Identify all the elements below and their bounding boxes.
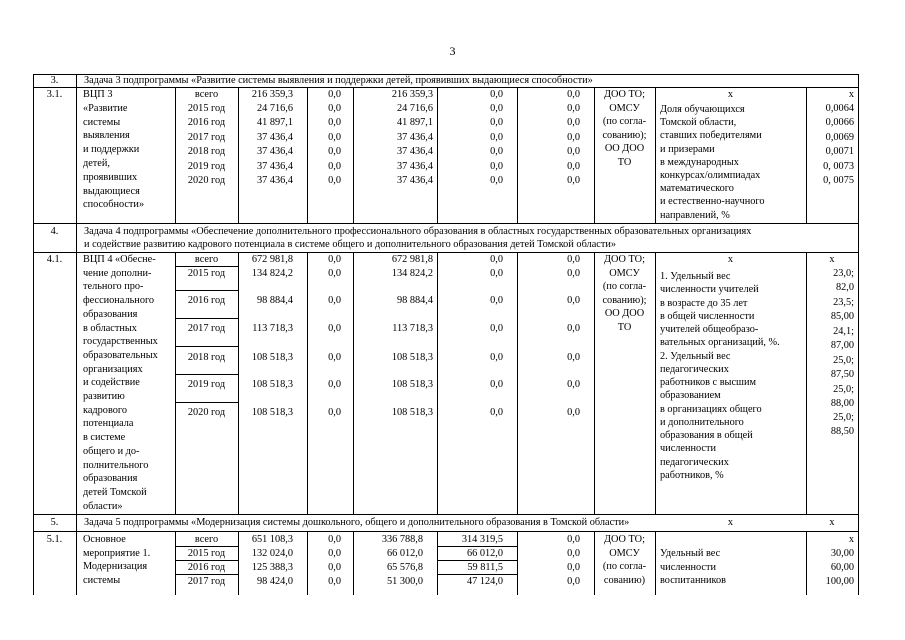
row-year: 2016 год	[187, 295, 226, 306]
row-local: 47 124,0	[466, 576, 503, 587]
row-total: 125 388,3	[251, 562, 293, 573]
row-other: 0,0	[567, 576, 580, 587]
row-regional: 108 518,3	[391, 407, 433, 418]
grid-line	[175, 374, 238, 375]
row-year: 2017 год	[187, 132, 226, 143]
row-indicator-value: 60,00	[830, 562, 854, 573]
row-regional: 37 436,4	[396, 132, 433, 143]
row-other: 0,0	[567, 117, 580, 128]
row-local: 0,0	[490, 161, 503, 172]
row-regional: 108 518,3	[391, 352, 433, 363]
row-regional: 66 012,0	[386, 548, 423, 559]
row-federal: 0,0	[328, 576, 341, 587]
indicator-value: 88,00	[830, 398, 854, 409]
row-total: 37 436,4	[256, 132, 293, 143]
executor: ДОО ТО; ОМСУ (по согла- сованию); ОО ДОО ТО	[602, 254, 647, 333]
row-indicator-value: 0,0066	[825, 117, 854, 128]
subtask-name: ВЦП 4 «Обесне- чение дополни- тельного про- фессионального образования в областных государственных образовательных организациях и содействие развитию кадрового потенциала в системе общего и до- полнительного образования детей Томской области»	[83, 254, 158, 512]
row-federal: 0,0	[328, 117, 341, 128]
indicator-value-header: х	[829, 517, 835, 528]
row-other: 0,0	[567, 268, 580, 279]
row-other: 0,0	[567, 379, 580, 390]
row-regional: 65 576,8	[386, 562, 423, 573]
row-regional: 51 300,0	[386, 576, 423, 587]
task-number: 5.	[50, 517, 59, 528]
indicator-header: х	[727, 517, 734, 528]
page-number: 3	[449, 44, 456, 58]
indicator-value-header: х	[829, 254, 835, 265]
row-federal: 0,0	[328, 254, 341, 265]
executor: ДОО ТО; ОМСУ (по согла- сованию)	[602, 534, 647, 586]
row-other: 0,0	[567, 146, 580, 157]
row-federal: 0,0	[328, 175, 341, 186]
row-year: 2019 год	[187, 161, 226, 172]
row-local: 0,0	[490, 407, 503, 418]
row-regional: 134 824,2	[391, 268, 433, 279]
row-other: 0,0	[567, 132, 580, 143]
grid-line	[33, 531, 858, 532]
subtask-number: 5.1.	[46, 534, 63, 545]
row-regional: 113 718,3	[392, 323, 433, 334]
row-other: 0,0	[567, 175, 580, 186]
row-indicator-value: 0,0071	[825, 146, 854, 157]
indicator-header: х	[727, 254, 734, 265]
task-number: 3.	[50, 75, 59, 86]
subtask-name: ВЦП 3 «Развитие системы выявления и поддержки детей, проявивших выдающиеся способности»	[83, 89, 145, 211]
indicator-value: 25,0;	[833, 384, 854, 395]
row-regional: 108 518,3	[391, 379, 433, 390]
row-regional: 98 884,4	[396, 295, 433, 306]
row-other: 0,0	[567, 548, 580, 559]
grid-line	[175, 346, 238, 347]
row-total: 41 897,1	[256, 117, 293, 128]
row-local: 0,0	[490, 379, 503, 390]
task-number: 4.	[50, 226, 59, 237]
row-total: 24 716,6	[256, 103, 293, 114]
row-total: 98 424,0	[256, 576, 293, 587]
row-total: 37 436,4	[256, 161, 293, 172]
grid-line	[175, 402, 238, 403]
row-regional: 37 436,4	[396, 161, 433, 172]
subtask-number: 3.1.	[46, 89, 63, 100]
row-local: 66 012,0	[466, 548, 503, 559]
row-local: 59 811,5	[467, 562, 503, 573]
grid-line	[76, 514, 77, 595]
indicator-text: Удельный вес численности воспитанников	[660, 548, 727, 586]
row-local: 0,0	[490, 89, 503, 100]
row-year: всего	[194, 534, 219, 545]
row-regional: 41 897,1	[396, 117, 433, 128]
indicator-value: 23,0;	[833, 268, 854, 279]
subtask-name: Основное мероприятие 1. Модернизация системы	[83, 534, 151, 586]
row-federal: 0,0	[328, 352, 341, 363]
indicator-value: 25,0;	[833, 355, 854, 366]
row-local: 0,0	[490, 254, 503, 265]
row-federal: 0,0	[328, 295, 341, 306]
grid-line	[858, 514, 859, 595]
row-other: 0,0	[567, 352, 580, 363]
row-regional: 37 436,4	[396, 175, 433, 186]
row-indicator-value: 30,00	[830, 548, 854, 559]
executor: ДОО ТО; ОМСУ (по согла- сованию); ОО ДОО ТО	[602, 89, 647, 168]
grid-line	[33, 223, 34, 514]
row-total: 108 518,3	[251, 352, 293, 363]
row-total: 108 518,3	[251, 407, 293, 418]
grid-line	[175, 290, 238, 291]
row-local: 0,0	[490, 352, 503, 363]
row-indicator-value: х	[848, 534, 854, 545]
row-indicator-value: 0,0064	[825, 103, 854, 114]
indicator-value: 82,0	[835, 282, 854, 293]
row-local: 314 319,5	[461, 534, 503, 545]
indicator-value: 85,00	[830, 311, 854, 322]
row-year: 2020 год	[187, 175, 226, 186]
row-local: 0,0	[490, 268, 503, 279]
row-federal: 0,0	[328, 407, 341, 418]
indicator-value: 87,00	[830, 340, 854, 351]
grid-line	[655, 87, 656, 223]
row-year: всего	[194, 254, 219, 265]
row-regional: 216 359,3	[391, 89, 433, 100]
row-other: 0,0	[567, 407, 580, 418]
row-total: 134 824,2	[251, 268, 293, 279]
row-federal: 0,0	[328, 268, 341, 279]
row-total: 651 108,3	[251, 534, 293, 545]
row-indicator-value: х	[848, 89, 854, 100]
grid-line	[33, 514, 858, 515]
task-title: Задача 3 подпрограммы «Развитие системы выявления и поддержки детей, проявивших выдающиеся способности»	[84, 75, 593, 86]
indicator-value: 87,50	[830, 369, 854, 380]
row-regional: 24 716,6	[396, 103, 433, 114]
row-federal: 0,0	[328, 548, 341, 559]
grid-line	[33, 223, 858, 224]
row-other: 0,0	[567, 295, 580, 306]
indicator-header: х	[727, 89, 734, 100]
grid-line	[858, 74, 859, 223]
row-federal: 0,0	[328, 161, 341, 172]
indicator-text: Доля обучающихся Томской области, ставших победителями и призерами в международных конкурсах/олимпиадах математического и естественно-научного направлений, %	[660, 104, 765, 221]
row-other: 0,0	[567, 254, 580, 265]
row-federal: 0,0	[328, 146, 341, 157]
indicator-text: 1. Удельный вес численности учителей в возрасте до 35 лет в общей численности учителей общеобразо- вательных организаций, %. 2. Удельный вес педагогических работников с высшим образованием в организациях общего и дополнительного образования в общей численности педагогических работников, %	[660, 271, 780, 481]
row-federal: 0,0	[328, 132, 341, 143]
row-total: 98 884,4	[256, 295, 293, 306]
row-local: 0,0	[490, 323, 503, 334]
task-title: Задача 4 подпрограммы «Обеспечение дополнительного профессионального образования в областных государственных образовательных организациях	[84, 226, 752, 237]
row-year: всего	[194, 89, 219, 100]
row-other: 0,0	[567, 89, 580, 100]
row-year: 2015 год	[187, 268, 226, 279]
row-total: 37 436,4	[256, 175, 293, 186]
task-title: и содействие развитию кадрового потенциала в системе общего и дополнительного образования детей Томской области»	[84, 239, 616, 250]
grid-line	[655, 252, 656, 514]
indicator-value: 23,5;	[833, 297, 854, 308]
indicator-value: 25,0;	[833, 412, 854, 423]
row-year: 2017 год	[187, 323, 226, 334]
row-local: 0,0	[490, 103, 503, 114]
subtask-number: 4.1.	[46, 254, 63, 265]
row-year: 2018 год	[187, 352, 226, 363]
row-year: 2020 год	[187, 407, 226, 418]
row-federal: 0,0	[328, 534, 341, 545]
row-total: 672 981,8	[251, 254, 293, 265]
row-local: 0,0	[490, 132, 503, 143]
row-other: 0,0	[567, 103, 580, 114]
row-year: 2016 год	[187, 562, 226, 573]
grid-line	[655, 531, 656, 595]
row-year: 2015 год	[187, 548, 226, 559]
row-other: 0,0	[567, 323, 580, 334]
row-local: 0,0	[490, 146, 503, 157]
row-regional: 336 788,8	[381, 534, 423, 545]
row-regional: 37 436,4	[396, 146, 433, 157]
row-federal: 0,0	[328, 89, 341, 100]
row-local: 0,0	[490, 295, 503, 306]
row-local: 0,0	[490, 117, 503, 128]
row-total: 108 518,3	[251, 379, 293, 390]
grid-line	[175, 318, 238, 319]
row-indicator-value: 0, 0075	[823, 175, 854, 186]
row-year: 2015 год	[187, 103, 226, 114]
row-federal: 0,0	[328, 103, 341, 114]
row-total: 216 359,3	[251, 89, 293, 100]
grid-line	[858, 223, 859, 514]
indicator-value: 88,50	[830, 426, 854, 437]
row-indicator-value: 0, 0073	[823, 161, 854, 172]
row-local: 0,0	[490, 175, 503, 186]
row-other: 0,0	[567, 562, 580, 573]
row-year: 2016 год	[187, 117, 226, 128]
row-total: 37 436,4	[256, 146, 293, 157]
row-year: 2017 год	[187, 576, 226, 587]
row-indicator-value: 100,00	[825, 576, 854, 587]
row-total: 132 024,0	[251, 548, 293, 559]
row-year: 2019 год	[187, 379, 226, 390]
row-total: 113 718,3	[252, 323, 293, 334]
row-regional: 672 981,8	[391, 254, 433, 265]
indicator-value: 24,1;	[833, 326, 854, 337]
row-federal: 0,0	[328, 379, 341, 390]
row-indicator-value: 0,0069	[825, 132, 854, 143]
row-other: 0,0	[567, 534, 580, 545]
task-title: Задача 5 подпрограммы «Модернизация системы дошкольного, общего и дополнительного образования в Томской области»	[84, 517, 630, 528]
row-other: 0,0	[567, 161, 580, 172]
grid-line	[76, 74, 77, 223]
row-federal: 0,0	[328, 323, 341, 334]
grid-line	[76, 223, 77, 514]
row-year: 2018 год	[187, 146, 226, 157]
row-federal: 0,0	[328, 562, 341, 573]
